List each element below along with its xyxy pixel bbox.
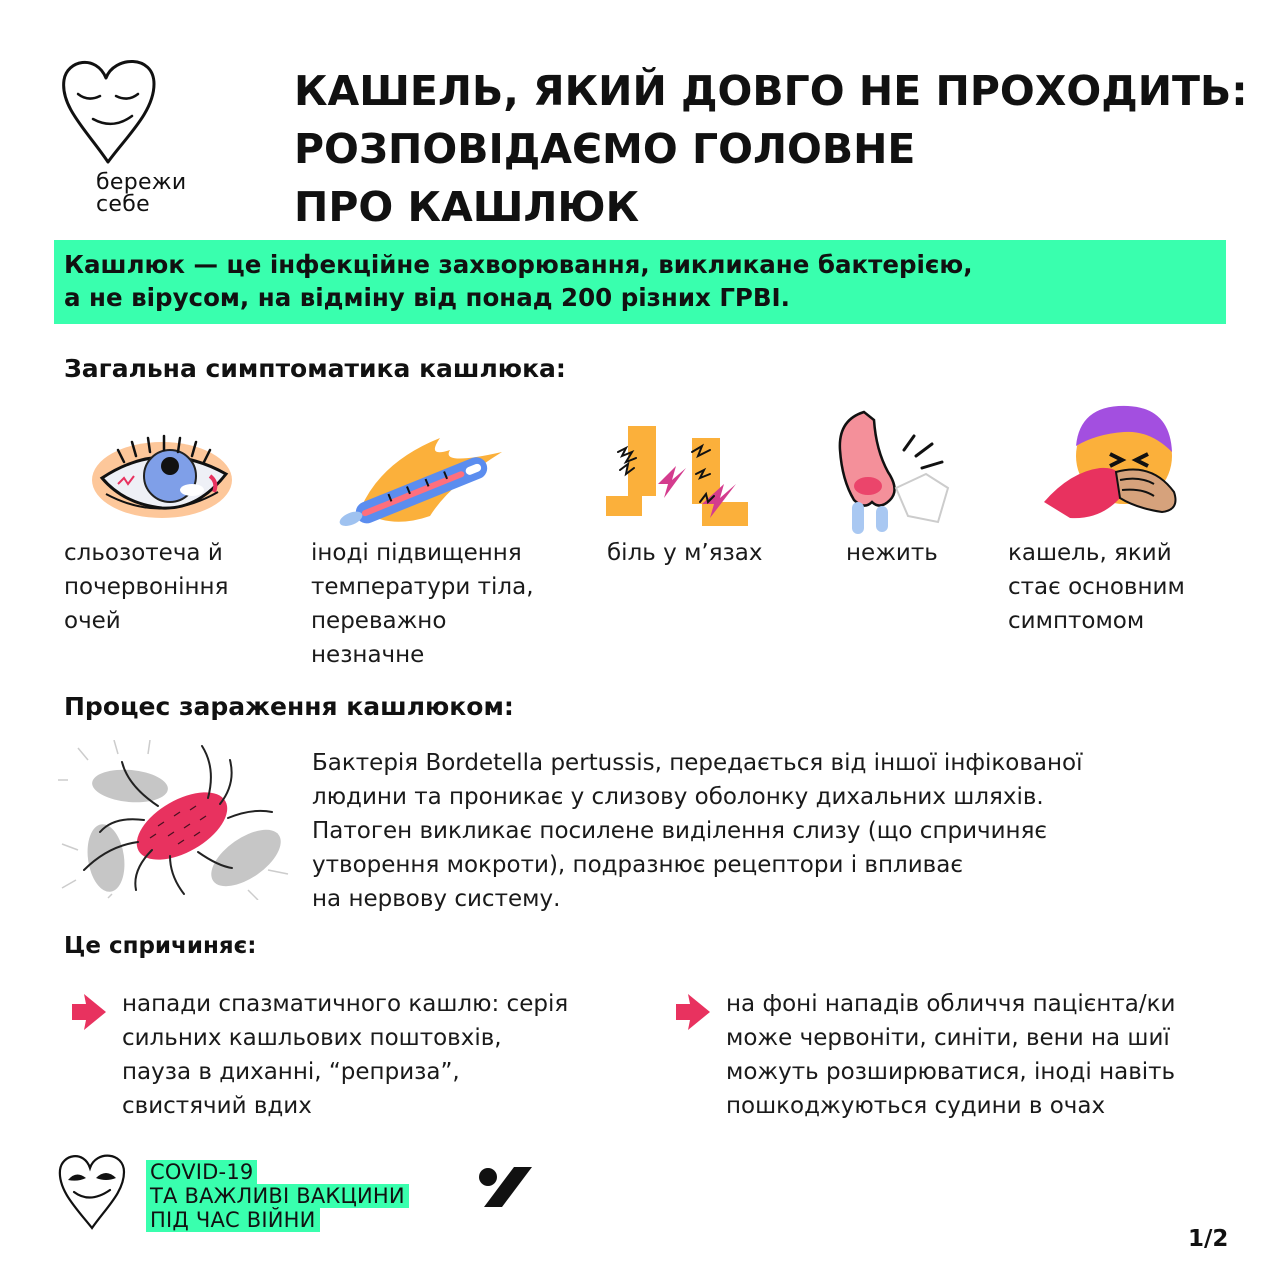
effect-text: пауза в диханні, “реприза”, <box>122 1059 460 1085</box>
badge-line: COVID-19 <box>146 1160 257 1184</box>
title-line: РОЗПОВІДАЄМО ГОЛОВНЕ <box>294 125 916 173</box>
symptom-label-runny-nose <box>846 536 938 570</box>
effect-item-spasmodic-cough <box>122 987 568 1123</box>
symptom-text: температури тіла, <box>311 574 534 600</box>
effect-text: можуть розширюватися, іноді навіть <box>726 1059 1176 1085</box>
badge-line: ТА ВАЖЛИВІ ВАКЦИНИ <box>146 1184 409 1208</box>
thermometer-icon <box>330 432 510 528</box>
brand-line-2: себе <box>96 192 150 217</box>
badge-line: ПІД ЧАС ВІЙНИ <box>146 1208 320 1232</box>
paragraph-line: Патоген викликає посилене виділення слизу (що спричиняє <box>312 818 1048 844</box>
symptom-text: кашель, який <box>1008 540 1172 566</box>
symptom-text: очей <box>64 608 121 634</box>
symptom-text: нежить <box>846 540 938 566</box>
effects-heading: Це спричиняє: <box>64 933 257 959</box>
muscle-pain-icon <box>604 422 754 530</box>
symptom-text: почервоніння <box>64 574 229 600</box>
symptom-text: незначне <box>311 642 425 668</box>
page-title <box>294 62 1248 236</box>
brand-wordmark <box>96 172 187 216</box>
arrow-right-icon <box>72 994 106 1030</box>
partner-logo-icon <box>478 1165 534 1209</box>
coughing-person-icon <box>1040 402 1186 526</box>
effect-text: пошкоджуються судини в очах <box>726 1093 1106 1119</box>
page-indicator: 1/2 <box>1188 1226 1229 1252</box>
symptom-text: іноді підвищення <box>311 540 522 566</box>
effect-item-face-redness <box>726 987 1176 1123</box>
symptom-label-cough <box>1008 536 1185 638</box>
smirking-heart-logo-icon <box>56 1148 128 1232</box>
effect-text: напади спазматичного кашлю: серія <box>122 991 569 1017</box>
banner-line: Кашлюк — це інфекційне захворювання, викликане бактерією, <box>64 250 973 279</box>
effect-text: свистячий вдих <box>122 1093 312 1119</box>
paragraph-line: на нервову систему. <box>312 886 561 912</box>
process-heading: Процес зараження кашлюком: <box>64 692 514 721</box>
process-description <box>312 746 1083 916</box>
symptom-label-muscle-pain <box>607 536 763 570</box>
symptom-text: біль у м’язах <box>607 540 763 566</box>
arrow-right-icon <box>676 994 710 1030</box>
symptoms-heading: Загальна симптоматика кашлюка: <box>64 354 566 383</box>
title-line: КАШЕЛЬ, ЯКИЙ ДОВГО НЕ ПРОХОДИТЬ: <box>294 67 1248 115</box>
symptom-label-eyes <box>64 536 228 638</box>
effect-text: сильних кашльових поштовхів, <box>122 1025 502 1051</box>
effect-text: на фоні нападів обличчя пацієнта/ки <box>726 991 1176 1017</box>
symptom-text: симптомом <box>1008 608 1145 634</box>
effect-text: може червоніти, синіти, вени на шиї <box>726 1025 1170 1051</box>
symptom-text: стає основним <box>1008 574 1185 600</box>
bacteria-icon <box>58 740 294 900</box>
paragraph-line: утворення мокроти), подразнює рецептори і впливає <box>312 852 963 878</box>
brand-heart-logo-icon <box>58 52 158 172</box>
symptom-label-temperature <box>311 536 534 672</box>
paragraph-line: Бактерія Bordetella pertussis, передається від іншої інфікованої <box>312 750 1083 776</box>
brand-line-1: бережи <box>96 170 187 195</box>
definition-banner <box>54 240 1226 324</box>
runny-nose-icon <box>834 410 952 538</box>
paragraph-line: людини та проникає у слизову оболонку дихальних шляхів. <box>312 784 1044 810</box>
campaign-badge <box>146 1160 409 1232</box>
red-eye-icon <box>88 432 236 522</box>
banner-line: а не вірусом, на відміну від понад 200 різних ГРВІ. <box>64 283 790 312</box>
title-line: ПРО КАШЛЮК <box>294 183 640 231</box>
symptom-text: сльозотеча й <box>64 540 223 566</box>
symptom-text: переважно <box>311 608 447 634</box>
